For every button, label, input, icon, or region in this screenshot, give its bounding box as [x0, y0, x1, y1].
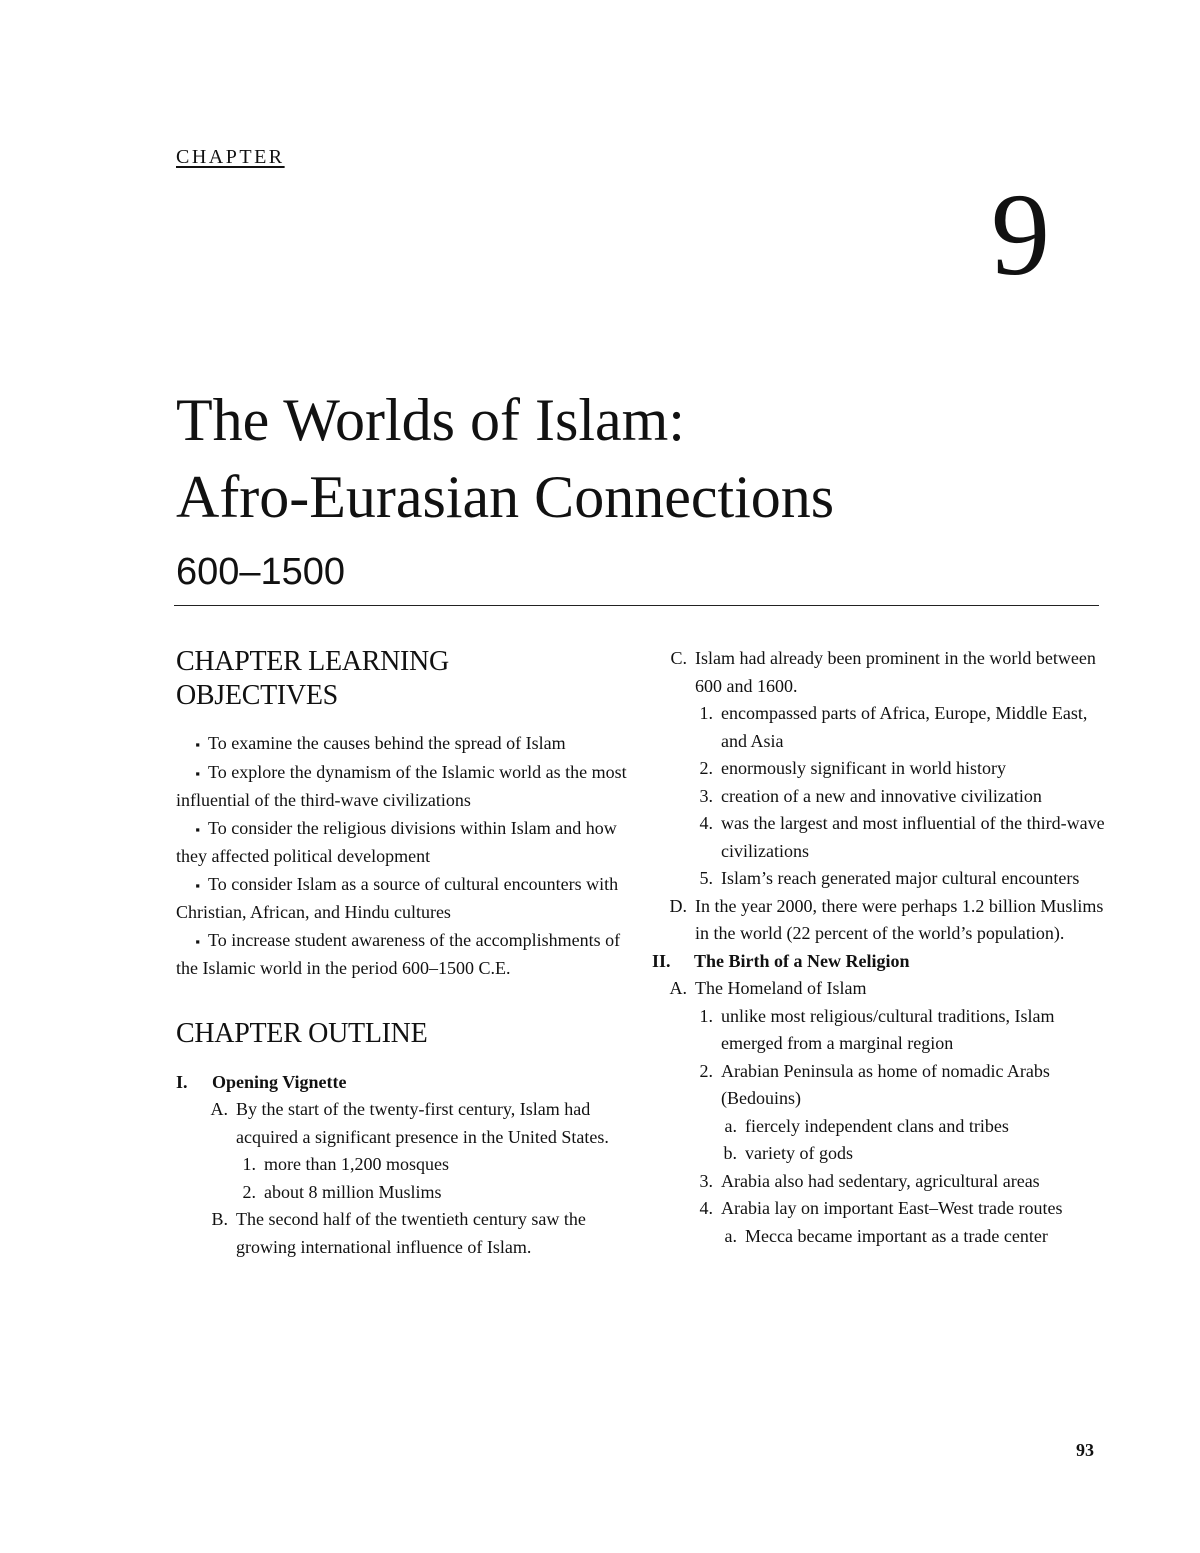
objective-item [176, 759, 636, 815]
outline-text: was the largest and most influential of the third-wave civilizations [721, 813, 1105, 861]
outline-text: By the start of the twenty-first century, Islam had acquired a significant presence in the United States. [236, 1099, 609, 1147]
outline-item [655, 783, 1105, 811]
objective-text: To examine the causes behind the spread of Islam [208, 733, 566, 753]
outline-marker: 2. [699, 758, 713, 778]
outline-text: Islam had already been prominent in the world between 600 and 1600. [695, 648, 1096, 696]
chapter-number: 9 [991, 169, 1050, 300]
outline-item [655, 1140, 1105, 1168]
objective-text: To consider Islam as a source of cultural encounters with Christian, African, and Hindu cultures [176, 873, 619, 922]
outline-text: Arabian Peninsula as home of nomadic Arabs (Bedouins) [721, 1060, 1050, 1108]
outline-marker: II. [652, 950, 671, 971]
title-divider [174, 605, 1099, 606]
outline-marker: b. [723, 1143, 737, 1163]
outline-item [655, 1003, 1105, 1058]
objective-item [176, 927, 636, 983]
outline-marker: a. [724, 1115, 737, 1136]
chapter-title-line-2: Afro-Eurasian Connections [176, 464, 835, 530]
bullet-icon: ▪ [195, 877, 200, 893]
outline-marker: D. [669, 895, 687, 916]
outline-text: about 8 million Muslims [264, 1181, 442, 1202]
objectives-heading-line-2: OBJECTIVES [176, 680, 338, 711]
outline-marker: a. [724, 1225, 737, 1246]
objectives-heading [176, 645, 636, 713]
outline-text: The Birth of a New Religion [694, 950, 910, 971]
objective-item [176, 815, 636, 871]
outline-text: unlike most religious/cultural traditions, Islam emerged from a marginal region [721, 1005, 1055, 1053]
outline-text: fiercely independent clans and tribes [745, 1115, 1009, 1136]
outline-marker: B. [211, 1209, 228, 1229]
left-column [176, 645, 636, 1261]
bullet-icon: ▪ [195, 821, 200, 837]
outline-item [655, 645, 1105, 700]
outline-item [655, 1113, 1105, 1141]
outline-item [655, 1168, 1105, 1196]
outline-marker: C. [670, 648, 687, 668]
outline-item [655, 893, 1105, 948]
outline-text: Arabia also had sedentary, agricultural areas [721, 1170, 1040, 1191]
outline-item [655, 865, 1105, 893]
chapter-dates: 600–1500 [176, 551, 346, 593]
outline-text: Opening Vignette [212, 1071, 347, 1092]
bullet-icon: ▪ [195, 933, 200, 949]
outline-list-left [176, 1069, 636, 1262]
outline-marker: 5. [699, 868, 713, 888]
outline-item [652, 948, 1105, 976]
outline-marker: 1. [242, 1154, 256, 1174]
outline-item [655, 755, 1105, 783]
outline-marker: I. [176, 1071, 188, 1092]
outline-item [655, 1058, 1105, 1113]
outline-marker: 4. [699, 1198, 713, 1218]
chapter-label: CHAPTER [176, 146, 285, 168]
outline-item [655, 1223, 1105, 1251]
outline-marker: A. [669, 978, 687, 998]
bullet-icon: ▪ [195, 737, 200, 752]
outline-marker: 4. [699, 813, 713, 833]
objective-text: To explore the dynamism of the Islamic world as the most influential of the third-wave civilizations [176, 761, 627, 810]
outline-text: The Homeland of Islam [695, 978, 867, 998]
outline-text: creation of a new and innovative civilization [721, 785, 1042, 806]
outline-item [655, 700, 1105, 755]
outline-item [655, 975, 1105, 1003]
outline-marker: 2. [699, 1060, 713, 1081]
outline-marker: A. [210, 1099, 228, 1119]
outline-marker: 1. [699, 1005, 713, 1026]
outline-text: In the year 2000, there were perhaps 1.2 billion Muslims in the world (22 percent of the world’s population). [695, 895, 1104, 943]
outline-text: more than 1,200 mosques [264, 1154, 449, 1174]
outline-item [176, 1069, 636, 1097]
outline-text: encompassed parts of Africa, Europe, Middle East, and Asia [721, 703, 1088, 751]
outline-marker: 3. [699, 1170, 713, 1191]
objective-text: To consider the religious divisions within Islam and how they affected political development [176, 817, 617, 866]
outline-text: Arabia lay on important East–West trade routes [721, 1198, 1063, 1218]
chapter-title-line-1: The Worlds of Islam: [176, 387, 685, 453]
outline-item [176, 1179, 636, 1207]
outline-text: enormously significant in world history [721, 758, 1006, 778]
outline-text: Islam’s reach generated major cultural encounters [721, 868, 1080, 888]
outline-item [655, 810, 1105, 865]
outline-heading: CHAPTER OUTLINE [176, 1017, 428, 1049]
outline-item [655, 1195, 1105, 1223]
page-number: 93 [1076, 1440, 1094, 1460]
objective-text: To increase student awareness of the accomplishments of the Islamic world in the period 600–1500 C.E. [176, 929, 621, 978]
outline-item [176, 1206, 636, 1261]
outline-item [176, 1151, 636, 1179]
objective-item [176, 871, 636, 927]
objectives-heading-line-1: CHAPTER LEARNING [176, 646, 449, 677]
objective-item [176, 730, 636, 759]
outline-marker: 3. [699, 785, 713, 806]
objectives-list [176, 730, 636, 983]
outline-item [176, 1096, 636, 1151]
right-column [652, 645, 1105, 1250]
bullet-icon: ▪ [195, 765, 200, 781]
outline-text: Mecca became important as a trade center [745, 1225, 1048, 1246]
outline-text: The second half of the twentieth century saw the growing international influence of Islam. [236, 1209, 586, 1257]
outline-marker: 2. [242, 1181, 256, 1202]
outline-marker: 1. [699, 703, 713, 723]
outline-text: variety of gods [745, 1143, 853, 1163]
chapter-title [176, 382, 834, 536]
